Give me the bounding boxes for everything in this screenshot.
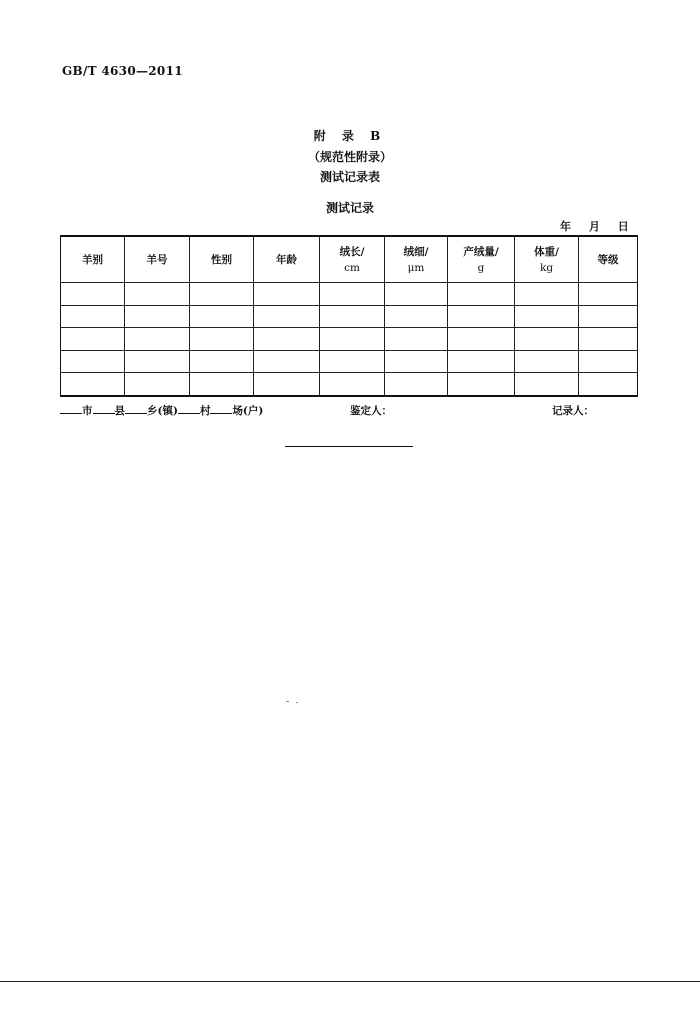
annex-title: 附 录 B	[313, 129, 387, 143]
table-cell[interactable]	[254, 305, 320, 328]
table-cell[interactable]	[448, 373, 515, 396]
table-cell[interactable]	[579, 350, 638, 373]
standard-code: GB/T 4630—2011	[62, 64, 183, 78]
column-header: 年龄	[254, 236, 320, 283]
table-cell[interactable]	[385, 350, 448, 373]
township-blank[interactable]	[125, 403, 147, 414]
location-line	[60, 403, 263, 418]
table-cell[interactable]	[579, 283, 638, 306]
table-cell[interactable]	[61, 283, 125, 306]
table-cell[interactable]	[320, 373, 385, 396]
table-cell[interactable]	[61, 328, 125, 351]
table-cell[interactable]	[61, 373, 125, 396]
date-month: 月	[588, 220, 600, 233]
table-cell[interactable]	[385, 283, 448, 306]
column-header: 绒细/ μm	[385, 236, 448, 283]
table-cell[interactable]	[515, 350, 579, 373]
table-cell[interactable]	[125, 328, 190, 351]
table-cell[interactable]	[515, 328, 579, 351]
end-rule	[285, 446, 413, 447]
table-cell[interactable]	[254, 328, 320, 351]
column-header: 羊号	[125, 236, 190, 283]
column-header: 产绒量/ g	[448, 236, 515, 283]
table-cell[interactable]	[515, 283, 579, 306]
township-label: 乡(镇)	[147, 405, 178, 417]
table-cell[interactable]	[254, 350, 320, 373]
column-unit: kg	[539, 261, 554, 274]
column-header: 性别	[190, 236, 254, 283]
table-cell[interactable]	[448, 328, 515, 351]
table-cell[interactable]	[190, 305, 254, 328]
village-label: 村	[199, 405, 211, 417]
table-cell[interactable]	[515, 305, 579, 328]
date-line	[560, 218, 643, 234]
table-cell[interactable]	[254, 283, 320, 306]
table-cell[interactable]	[61, 305, 125, 328]
table-cell[interactable]	[61, 350, 125, 373]
table-row	[61, 328, 638, 351]
appraiser-label: 鉴定人：	[350, 405, 392, 417]
table-cell[interactable]	[579, 328, 638, 351]
village-blank[interactable]	[178, 403, 200, 414]
column-header: 等级	[579, 236, 638, 283]
county-blank[interactable]	[93, 403, 115, 414]
table-cell[interactable]	[254, 373, 320, 396]
table-cell[interactable]	[385, 373, 448, 396]
column-header: 羊别	[61, 236, 125, 283]
county-label: 县	[114, 405, 125, 417]
column-unit: cm	[344, 261, 360, 274]
table-cell[interactable]	[320, 350, 385, 373]
date-year: 年	[560, 220, 571, 233]
city-blank[interactable]	[60, 403, 82, 414]
date-day: 日	[617, 220, 629, 233]
table-cell[interactable]	[190, 283, 254, 306]
recorder-label: 记录人：	[552, 405, 594, 417]
table-cell[interactable]	[320, 328, 385, 351]
table-cell[interactable]	[125, 373, 190, 396]
page-bottom-rule	[0, 981, 700, 982]
table-title: 测试记录	[325, 201, 374, 215]
table-row	[61, 350, 638, 373]
table-cell[interactable]	[190, 350, 254, 373]
farm-label: 场(户)	[232, 405, 264, 417]
table-cell[interactable]	[448, 283, 515, 306]
table-row	[61, 373, 638, 396]
city-label: 市	[82, 405, 93, 417]
farm-blank[interactable]	[210, 403, 232, 414]
table-cell[interactable]	[125, 350, 190, 373]
annex-name: 测试记录表	[319, 170, 380, 184]
table-cell[interactable]	[385, 328, 448, 351]
table-row	[61, 283, 638, 306]
table-cell[interactable]	[448, 305, 515, 328]
scan-speck	[296, 702, 298, 703]
scan-speck	[286, 701, 289, 702]
table-cell[interactable]	[125, 305, 190, 328]
table-cell[interactable]	[579, 305, 638, 328]
table-row	[61, 305, 638, 328]
test-record-table	[60, 235, 638, 397]
column-header: 体重/ kg	[515, 236, 579, 283]
column-header: 绒长/ cm	[320, 236, 385, 283]
header-row	[61, 236, 638, 283]
annex-type: （规范性附录）	[307, 150, 392, 164]
table-cell[interactable]	[385, 305, 448, 328]
table-cell[interactable]	[190, 328, 254, 351]
table-cell[interactable]	[320, 283, 385, 306]
column-unit: μm	[407, 261, 425, 274]
table-cell[interactable]	[579, 373, 638, 396]
table-cell[interactable]	[320, 305, 385, 328]
table-cell[interactable]	[125, 283, 190, 306]
table-cell[interactable]	[190, 373, 254, 396]
column-unit: g	[477, 261, 485, 274]
table-cell[interactable]	[515, 373, 579, 396]
table-cell[interactable]	[448, 350, 515, 373]
table-body	[61, 283, 638, 396]
